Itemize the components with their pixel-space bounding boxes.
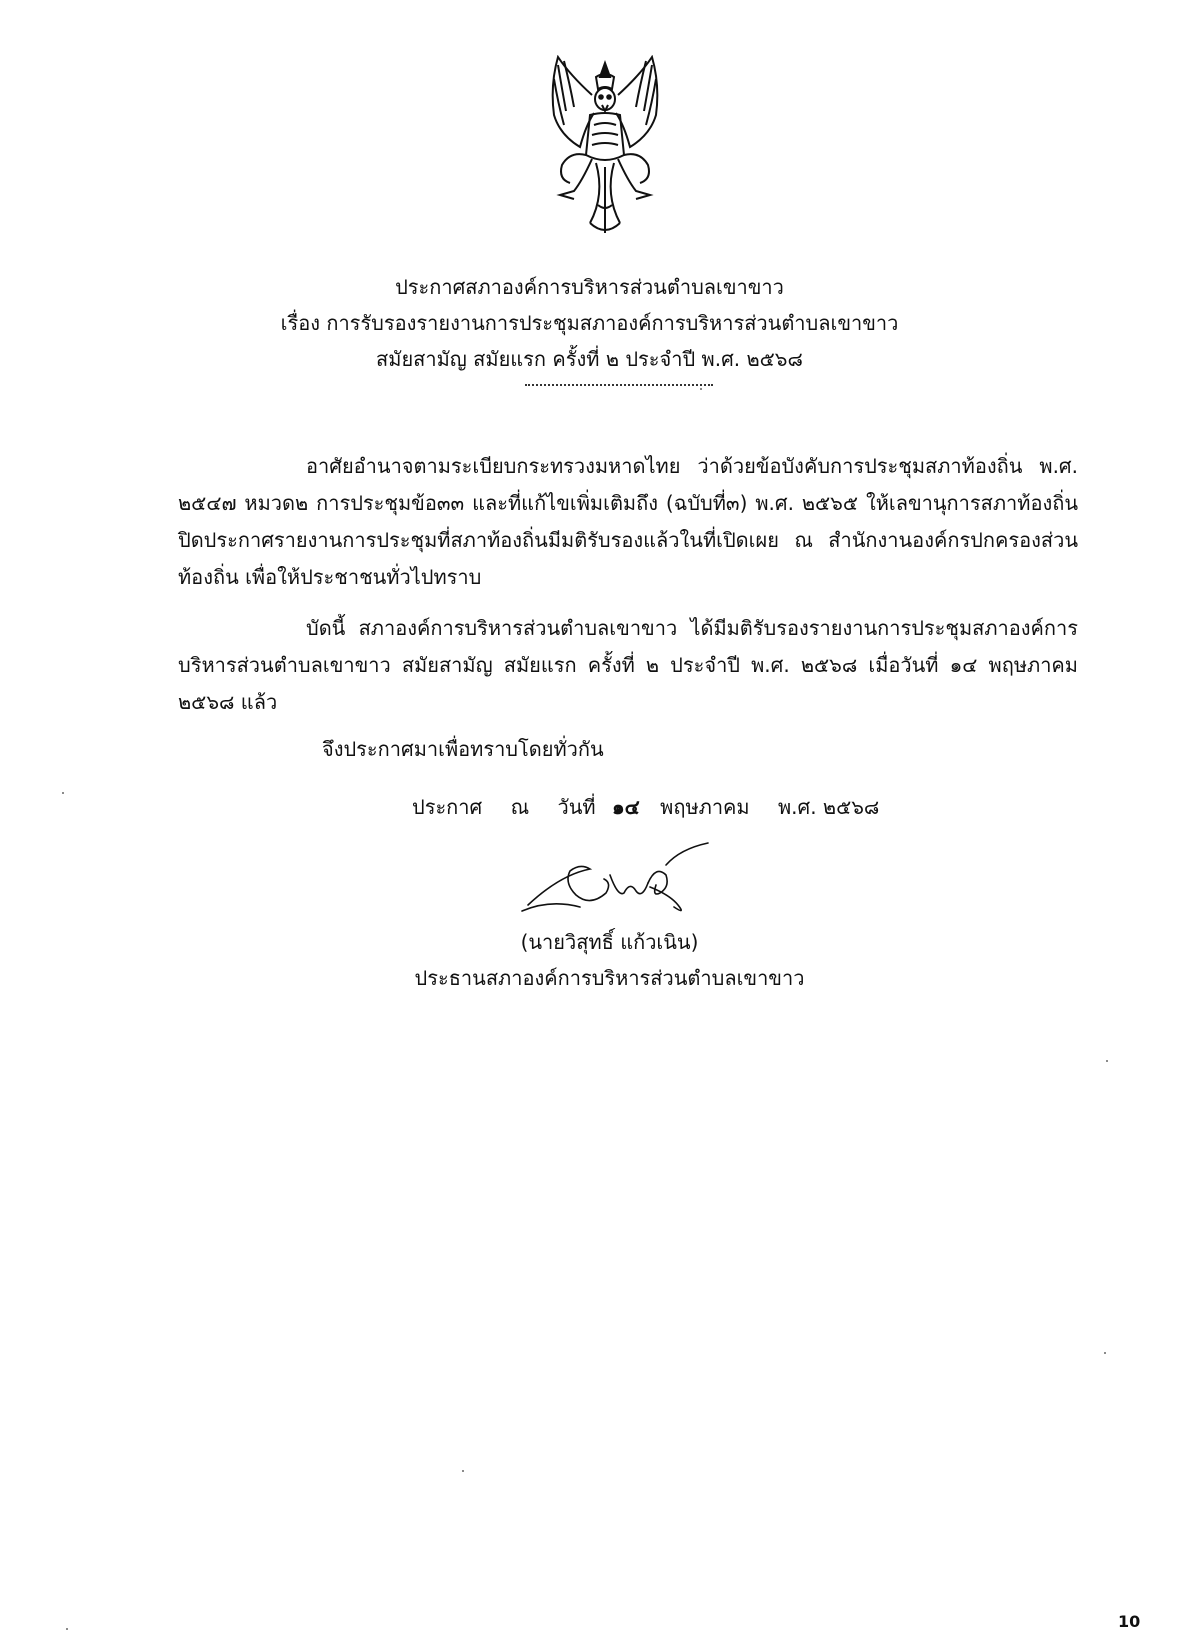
dateline-year: พ.ศ. ๒๕๖๘	[777, 795, 880, 819]
speck	[1104, 1352, 1106, 1354]
announcement-session: สมัยสามัญ สมัยแรก ครั้งที่ ๒ ประจำปี พ.ศ. ๒๕๖๘	[376, 347, 803, 371]
speck	[700, 388, 702, 390]
paragraph-1-text: อาศัยอำนาจตามระเบียบกระทรวงมหาดไทย ว่าด้วยข้อบังคับการประชุมสภาท้องถิ่น พ.ศ. ๒๕๔๗ หมวด๒ การประชุมข้อ๓๓ และที่แก้ไขเพิ่มเติมถึง (ฉบับที่๓) พ.ศ. ๒๕๖๕ ให้เลขานุการสภาท้องถิ่นปิดประกาศรายงานการประชุมที่สภาท้องถิ่นมีมติรับรองแล้วในที่เปิดเผย ณ สำนักงานองค์กรปกครองส่วนท้องถิ่น เพื่อให้ประชาชนทั่วไปทราบ	[178, 454, 1078, 589]
dateline-at: ณ	[510, 795, 530, 819]
speck	[462, 1470, 464, 1472]
body-paragraph-1	[178, 448, 1078, 596]
body-paragraph-2	[178, 610, 1078, 721]
speck	[66, 1628, 68, 1630]
signer-title: ประธานสภาองค์การบริหารส่วนตำบลเขาขาว	[414, 966, 805, 990]
signer-name: (นายวิสุทธิ์ แก้วเนิน)	[520, 930, 699, 954]
speck	[62, 792, 64, 794]
handwritten-signature	[520, 835, 730, 930]
paragraph-2-text: บัดนี้ สภาองค์การบริหารส่วนตำบลเขาขาว ได้มีมติรับรองรายงานการประชุมสภาองค์การบริหารส่วนตำบลเขาขาว สมัยสามัญ สมัยแรก ครั้งที่ ๒ ประจำปี พ.ศ. ๒๕๖๘ เมื่อวันที่ ๑๔ พฤษภาคม ๒๕๖๘ แล้ว	[178, 616, 1078, 714]
announcement-subject: เรื่อง การรับรองรายงานการประชุมสภาองค์การบริหารส่วนตำบลเขาขาว	[280, 311, 899, 335]
closing-statement: จึงประกาศมาเพื่อทราบโดยทั่วกัน	[322, 737, 604, 761]
dateline	[412, 790, 901, 824]
page-number: 10	[1118, 1612, 1141, 1631]
dateline-month: พฤษภาคม	[660, 795, 750, 819]
dateline-announced: ประกาศ	[412, 795, 483, 819]
dotted-divider	[525, 384, 713, 386]
garuda-emblem-icon	[540, 55, 670, 240]
dateline-day-label: วันที่	[557, 795, 596, 819]
announcement-title: ประกาศสภาองค์การบริหารส่วนตำบลเขาขาว	[395, 275, 784, 299]
speck	[1106, 1060, 1108, 1062]
dateline-day: ๑๔	[611, 795, 640, 819]
